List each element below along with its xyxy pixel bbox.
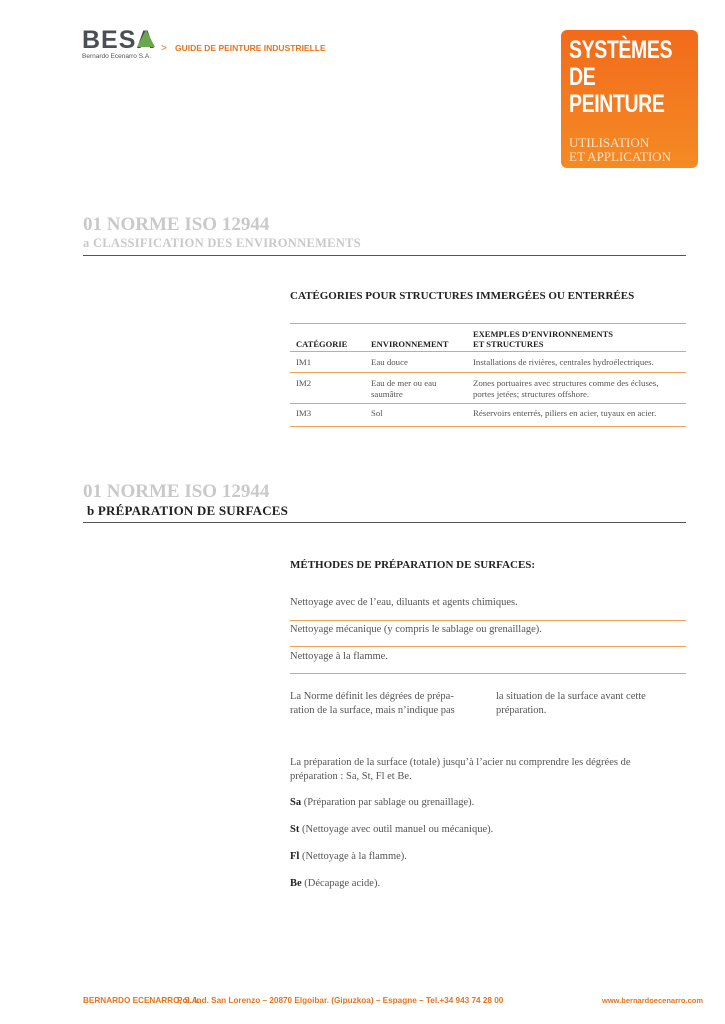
table-cell-examples: Zones portuaires avec structures comme des écluses, portes jetées; structures offshore. [473,378,659,399]
section-a-title: 01 NORME ISO 12944 [83,214,270,235]
table-bottom-rule [290,426,686,427]
footer-address: Pol. Ind. San Lorenzo – 20870 Elgoibar. (Gipuzkoa) – Espagne – Tel.+34 943 74 28 00 [177,996,504,1005]
table-cell-environment: Eau douce [371,357,408,367]
logo: BESA [82,26,156,54]
table-cell-category: IM1 [296,357,312,367]
table-cell-category: IM2 [296,378,312,388]
footer-website-link[interactable]: www.bernardoecenarro.com [602,996,704,1005]
table-header-rule [290,351,686,352]
table-cell-environment: Sol [371,408,383,418]
badge-subtitle: UTILISATION ET APPLICATION [569,135,671,164]
degree-item: Sa (Préparation par sablage ou grenaillage). [290,797,475,808]
logo-triangle-icon [137,30,155,47]
section-b-subtitle: b PRÉPARATION DE SURFACES [87,503,289,518]
table-cell-category: IM3 [296,408,312,418]
preparation-paragraph: La préparation de la surface (totale) jusqu’à l’acier nu comprendre les dégrées de préparation : Sa, St, Fl et Be. [290,757,631,782]
header-separator: > [161,43,167,54]
table-header-category: CATÉGORIE [296,339,348,349]
section-b-rule [83,522,686,523]
note-left: La Norme définit les dégrées de prépa- ration de la surface, mais n’indique pas [290,691,455,716]
badge-title: SYSTÈMES DE PEINTURE [569,36,673,118]
table-cell-examples: Installations de rivières, centrales hydroélectriques. [473,357,654,367]
table-cell-environment: Eau de mer ou eau saumâtre [371,378,437,399]
method-item: Nettoyage avec de l’eau, diluants et agents chimiques. [290,597,518,608]
table-header-environment: ENVIRONNEMENT [371,339,449,349]
method-item: Nettoyage à la flamme. [290,651,388,662]
table-header-examples: EXEMPLES D’ENVIRONNEMENTS ET STRUCTURES [473,329,614,349]
methods-title: MÉTHODES DE PRÉPARATION DE SURFACES: [290,559,536,571]
degree-item: Fl (Nettoyage à la flamme). [290,851,407,862]
footer-company: BERNARDO ECENARRO, S.A. [83,996,200,1005]
section-a-rule [83,255,686,256]
table-title: CATÉGORIES POUR STRUCTURES IMMERGÉES OU ENTERRÉES [290,290,635,302]
table-top-rule [290,323,686,324]
header-guide-title: GUIDE DE PEINTURE INDUSTRIELLE [175,43,326,53]
method-item: Nettoyage mécanique (y compris le sablage ou grenaillage). [290,624,542,635]
section-a-subtitle: a CLASSIFICATION DES ENVIRONNEMENTS [83,236,362,250]
section-b-title: 01 NORME ISO 12944 [83,481,270,502]
degree-item: St (Nettoyage avec outil manuel ou mécanique). [290,824,494,835]
method-rule [290,646,686,647]
table-row-rule [290,403,686,404]
table-cell-examples: Réservoirs enterrés, piliers en acier, tuyaux en acier. [473,408,657,418]
method-rule [290,673,686,674]
note-right: la situation de la surface avant cette préparation. [496,691,646,716]
method-rule [290,620,686,621]
table-row-rule [290,372,686,373]
logo-subtitle: Bernardo Ecenarro S.A. [82,53,152,60]
degree-item: Be (Décapage acide). [290,878,381,889]
